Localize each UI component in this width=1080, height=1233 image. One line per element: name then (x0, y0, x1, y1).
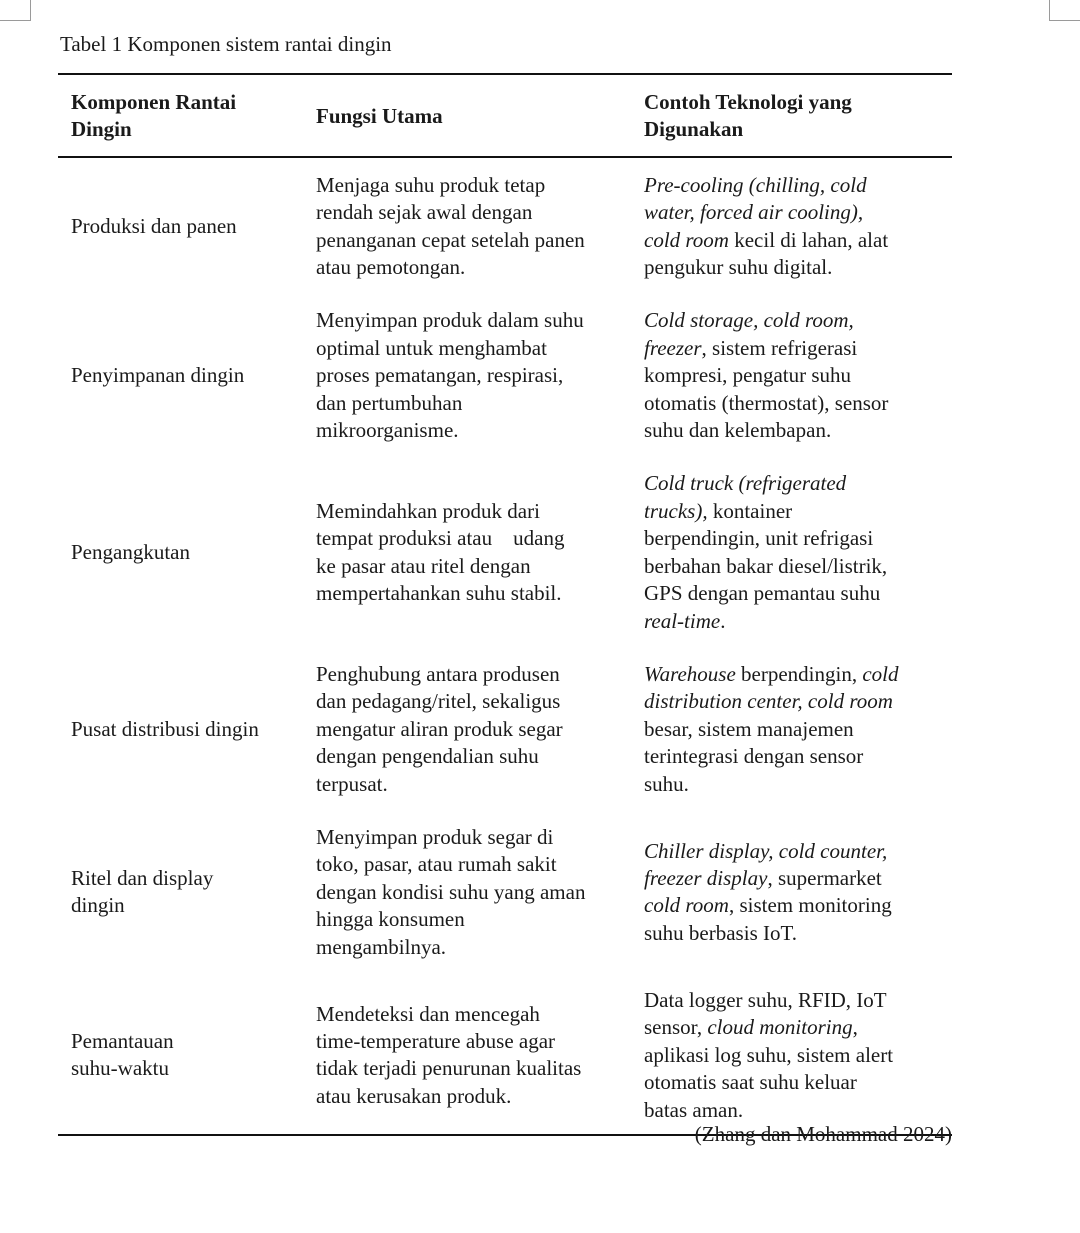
text-segment: suhu berbasis IoT. (644, 920, 797, 945)
cell-technology-line (644, 1069, 952, 1096)
cell-technology-line (644, 199, 952, 226)
text-segment: aplikasi log suhu, sistem alert (644, 1042, 894, 1067)
text-segment: otomatis (thermostat), sensor (644, 390, 889, 415)
page-corner-mark-top-left (0, 0, 31, 21)
cell-component-line: Penyimpanan dingin (71, 363, 245, 388)
table-row (58, 973, 952, 1135)
cell-function (303, 810, 632, 973)
italic-term: cold room (644, 227, 729, 252)
italic-term: cold (862, 661, 899, 686)
italic-term: trucks), (644, 498, 708, 523)
table-row (58, 810, 952, 973)
italic-term: Cold storage, cold room, (644, 308, 854, 333)
cell-function-line: dengan pengendalian suhu (316, 744, 539, 769)
cell-function-line: atau pemotongan. (316, 255, 466, 280)
cell-component (58, 973, 303, 1135)
cell-function-line: proses pematangan, respirasi, (316, 363, 564, 388)
cold-chain-table-container (58, 73, 952, 1136)
cell-function (303, 973, 632, 1135)
text-segment: sensor, (644, 1015, 708, 1040)
cell-technology (632, 456, 952, 646)
cell-technology (632, 973, 952, 1135)
cell-technology-line (644, 892, 952, 919)
text-segment: berpendingin, unit refrigasi (644, 526, 874, 551)
cell-technology-line (644, 498, 952, 525)
cell-technology-line (644, 254, 952, 281)
cell-function-line: Mendeteksi dan mencegah (316, 1001, 540, 1026)
text-segment: , (852, 1015, 858, 1040)
text-segment: , sistem refrigerasi (701, 335, 858, 360)
cell-function-line: toko, pasar, atau rumah sakit (316, 852, 557, 877)
table-source-citation: (Zhang dan Mohammad 2024) (694, 1122, 952, 1146)
text-segment: suhu. (644, 771, 689, 796)
text-segment: , supermarket (767, 866, 882, 891)
cell-function-line: time-temperature abuse agar (316, 1029, 556, 1054)
cell-function-line: dengan kondisi suhu yang aman (316, 879, 586, 904)
cell-function-line: hingga konsumen (316, 907, 465, 932)
header-component (58, 74, 303, 157)
text-segment: Data logger suhu, RFID, IoT (644, 987, 887, 1012)
cell-technology-line (644, 920, 952, 947)
text-segment: . (720, 608, 726, 633)
cell-function-line: Menyimpan produk dalam suhu (316, 308, 584, 333)
cell-technology-line (644, 335, 952, 362)
cell-component (58, 810, 303, 973)
cell-technology-line (644, 743, 952, 770)
cell-technology-line (644, 553, 952, 580)
text-segment: batas aman. (644, 1097, 744, 1122)
cell-function (303, 647, 632, 810)
text-segment: , sistem monitoring (728, 893, 892, 918)
text-segment: otomatis saat suhu keluar (644, 1070, 857, 1095)
header-function (303, 74, 632, 157)
cell-technology-line (644, 227, 952, 254)
italic-term: Pre-cooling (chilling, cold (644, 172, 867, 197)
cell-technology-line (644, 417, 952, 444)
cell-function-line: optimal untuk menghambat (316, 335, 547, 360)
cell-component-line: Pemantauan (71, 1029, 174, 1054)
table-row (58, 157, 952, 294)
cell-technology-line (644, 580, 952, 607)
cell-function-line: dan pedagang/ritel, sekaligus (316, 689, 561, 714)
text-segment: kontainer (707, 498, 793, 523)
italic-term: water, forced air cooling), (644, 200, 864, 225)
cell-function-line: ke pasar atau ritel dengan (316, 553, 531, 578)
cell-technology-line (644, 608, 952, 635)
cell-function-line: mikroorganisme. (316, 418, 459, 443)
italic-term: cloud monitoring (707, 1015, 853, 1040)
cell-technology-line (644, 470, 952, 497)
italic-term: freezer (644, 335, 702, 360)
text-segment: terintegrasi dengan sensor (644, 744, 864, 769)
cell-function-line: tempat produksi atau udang (316, 526, 565, 551)
header-technology (632, 74, 952, 157)
cell-function-line: Menjaga suhu produk tetap (316, 172, 546, 197)
cell-technology-line (644, 525, 952, 552)
header-line: Komponen Rantai (71, 90, 237, 114)
cell-component-line: Pengangkutan (71, 539, 190, 564)
cell-technology (632, 293, 952, 456)
cell-function (303, 157, 632, 294)
cell-function-line: mengambilnya. (316, 934, 447, 959)
table-row (58, 456, 952, 646)
header-line: Dingin (71, 117, 132, 142)
cell-function (303, 456, 632, 646)
italic-term: Chiller display, cold counter, (644, 838, 888, 863)
cell-component-line: Ritel dan display (71, 866, 214, 891)
italic-term: Warehouse (644, 661, 736, 686)
cell-technology-line (644, 716, 952, 743)
text-segment: kompresi, pengatur suhu (644, 363, 852, 388)
cell-technology (632, 647, 952, 810)
cell-function-line: rendah sejak awal dengan (316, 200, 533, 225)
italic-term: Cold truck (refrigerated (644, 471, 847, 496)
header-line: Contoh Teknologi yang (644, 90, 852, 114)
text-segment: kecil di lahan, alat (728, 227, 889, 252)
cell-component-line: Produksi dan panen (71, 213, 237, 238)
cell-technology-line (644, 1014, 952, 1041)
table-row (58, 293, 952, 456)
cell-function-line: penanganan cepat setelah panen (316, 227, 585, 252)
text-segment: GPS dengan pemantau suhu (644, 581, 881, 606)
cell-component-line: dingin (71, 893, 125, 918)
cell-component-line: suhu-waktu (71, 1056, 169, 1081)
italic-term: real-time (644, 608, 721, 633)
cell-technology-line (644, 865, 952, 892)
text-segment: berbahan bakar diesel/listrik, (644, 553, 888, 578)
header-row (58, 74, 952, 157)
cell-function (303, 293, 632, 456)
italic-term: cold room (644, 893, 729, 918)
cell-component (58, 293, 303, 456)
cell-function-line: Penghubung antara produsen (316, 661, 560, 686)
cell-function-line: Menyimpan produk segar di (316, 824, 554, 849)
table-row (58, 647, 952, 810)
cell-technology (632, 157, 952, 294)
text-segment: besar, sistem manajemen (644, 716, 854, 741)
cell-technology-line (644, 838, 952, 865)
text-segment: berpendingin, (735, 661, 863, 686)
cell-function-line: mengatur aliran produk segar (316, 716, 563, 741)
italic-term: freezer display (644, 866, 768, 891)
text-segment: pengukur suhu digital. (644, 255, 833, 280)
cell-function-line: tidak terjadi penurunan kualitas (316, 1056, 582, 1081)
header-line: Digunakan (644, 117, 744, 142)
cell-function-line: Memindahkan produk dari (316, 498, 540, 523)
cell-component (58, 456, 303, 646)
cell-technology-line (644, 987, 952, 1014)
cold-chain-components-table (58, 73, 952, 1136)
text-segment: suhu dan kelembapan. (644, 418, 832, 443)
cell-component-line: Pusat distribusi dingin (71, 716, 259, 741)
cell-technology-line (644, 307, 952, 334)
cell-function-line: mempertahankan suhu stabil. (316, 581, 562, 606)
cell-function-line: atau kerusakan produk. (316, 1083, 512, 1108)
cell-technology-line (644, 172, 952, 199)
cell-function-line: terpusat. (316, 771, 388, 796)
table-caption: Tabel 1 Komponen sistem rantai dingin (60, 32, 392, 56)
cell-technology-line (644, 688, 952, 715)
cell-technology-line (644, 1042, 952, 1069)
cell-component (58, 157, 303, 294)
header-line: Fungsi Utama (316, 103, 443, 128)
table-header (58, 74, 952, 157)
italic-term: distribution center, cold room (644, 689, 893, 714)
cell-function-line: dan pertumbuhan (316, 390, 463, 415)
cell-component (58, 647, 303, 810)
table-body (58, 157, 952, 1135)
cell-technology-line (644, 390, 952, 417)
cell-technology (632, 810, 952, 973)
page-corner-mark-top-right (1049, 0, 1080, 21)
cell-technology-line (644, 771, 952, 798)
cell-technology-line (644, 362, 952, 389)
cell-technology-line (644, 661, 952, 688)
